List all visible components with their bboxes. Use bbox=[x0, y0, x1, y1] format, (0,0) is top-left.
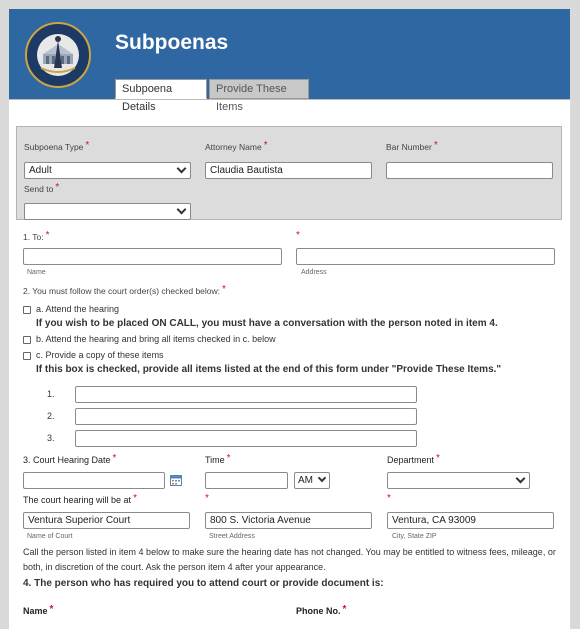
item-input-3[interactable] bbox=[75, 430, 417, 447]
street-address-input[interactable]: 800 S. Victoria Avenue bbox=[205, 512, 372, 529]
department-label: Department * bbox=[387, 453, 440, 465]
option-a-checkbox[interactable] bbox=[23, 306, 31, 314]
header-bar bbox=[9, 9, 570, 113]
form-frame bbox=[9, 9, 570, 629]
header-divider bbox=[9, 99, 570, 100]
time-label: Time * bbox=[205, 453, 231, 465]
street-required-marker: * bbox=[205, 493, 209, 504]
ampm-select[interactable]: AM bbox=[294, 472, 330, 489]
calendar-icon[interactable] bbox=[170, 475, 182, 486]
bar-number-label: Bar Number * bbox=[386, 140, 438, 152]
time-input[interactable] bbox=[205, 472, 288, 489]
attorney-name-label: Attorney Name * bbox=[205, 140, 268, 152]
send-to-label: Send to * bbox=[24, 182, 60, 194]
city-state-zip-input[interactable]: Ventura, CA 93009 bbox=[387, 512, 554, 529]
to-label: 1. To: * bbox=[23, 230, 50, 242]
chevron-down-icon bbox=[177, 205, 187, 215]
option-a-note: If you wish to be placed ON CALL, you must have a conversation with the person noted in item 4. bbox=[36, 318, 498, 329]
department-select[interactable] bbox=[387, 472, 530, 489]
hearing-date-label: 3. Court Hearing Date * bbox=[23, 453, 117, 465]
seal-icon bbox=[27, 24, 89, 86]
item-number-2: 2. bbox=[47, 411, 55, 421]
phone-label: Phone No. * bbox=[296, 604, 347, 616]
subpoena-type-label: Subpoena Type * bbox=[24, 140, 90, 152]
option-c-label: c. Provide a copy of these items bbox=[36, 350, 164, 360]
send-to-select[interactable] bbox=[24, 203, 191, 220]
item-input-1[interactable] bbox=[75, 386, 417, 403]
name-caption: Name bbox=[27, 269, 46, 276]
chevron-down-icon bbox=[177, 164, 187, 174]
page-title: Subpoenas bbox=[115, 31, 229, 54]
court-name-caption: Name of Court bbox=[27, 533, 73, 540]
subpoena-type-select[interactable]: Adult bbox=[24, 162, 191, 179]
tab-provide-these-items[interactable]: Provide These Items bbox=[209, 79, 309, 99]
street-caption: Street Address bbox=[209, 533, 255, 540]
address-caption: Address bbox=[301, 269, 327, 276]
item-input-2[interactable] bbox=[75, 408, 417, 425]
tab-subpoena-details[interactable]: Subpoena Details bbox=[115, 79, 207, 99]
court-name-input[interactable]: Ventura Superior Court bbox=[23, 512, 190, 529]
option-c-note: If this box is checked, provide all items listed at the end of this form under "Provide These Items." bbox=[36, 364, 502, 375]
court-order-label: 2. You must follow the court order(s) checked below: * bbox=[23, 284, 226, 296]
option-b-checkbox[interactable] bbox=[23, 336, 31, 344]
hearing-notice-text: Call the person listed in item 4 below to make sure the hearing date has not changed. You may be entitled to witness fees, mileage, or both, in discretion of the court. Ask the person item 4 after your appearance. bbox=[23, 547, 556, 572]
option-a-label: a. Attend the hearing bbox=[36, 304, 120, 314]
section-4-heading: 4. The person who has required you to attend court or provide document is: bbox=[23, 578, 384, 589]
item-number-3: 3. bbox=[47, 433, 55, 443]
court-location-label: The court hearing will be at * bbox=[23, 493, 137, 505]
item-number-1: 1. bbox=[47, 389, 55, 399]
chevron-down-icon bbox=[516, 474, 526, 484]
person-name-label: Name * bbox=[23, 604, 54, 616]
option-c-checkbox[interactable] bbox=[23, 352, 31, 360]
address-required-marker: * bbox=[296, 230, 300, 241]
hearing-date-input[interactable] bbox=[23, 472, 165, 489]
to-address-input[interactable] bbox=[296, 248, 555, 265]
city-caption: City, State ZIP bbox=[392, 533, 437, 540]
option-b-label: b. Attend the hearing and bring all items checked in c. below bbox=[36, 334, 276, 344]
chevron-down-icon bbox=[318, 474, 326, 482]
city-required-marker: * bbox=[387, 493, 391, 504]
to-name-input[interactable] bbox=[23, 248, 282, 265]
subpoena-info-panel bbox=[16, 126, 562, 220]
county-seal-logo bbox=[25, 22, 91, 88]
attorney-name-input[interactable]: Claudia Bautista bbox=[205, 162, 372, 179]
bar-number-input[interactable] bbox=[386, 162, 553, 179]
